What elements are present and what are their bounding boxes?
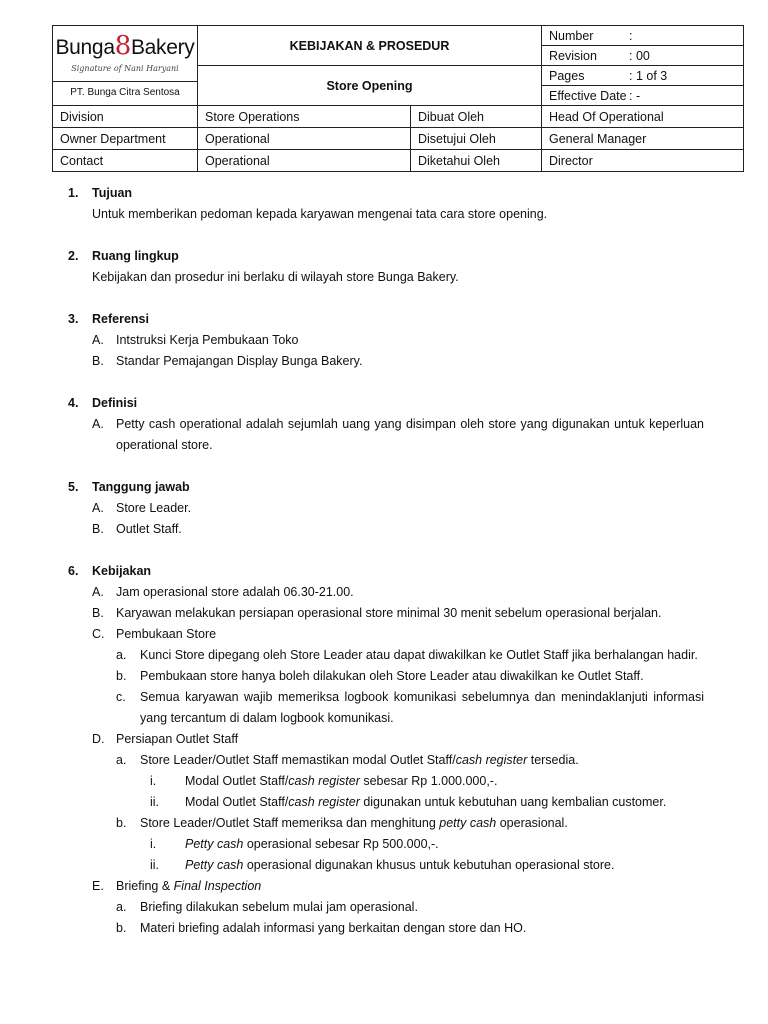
row-value: General Manager: [542, 128, 744, 150]
meta-effective-date: Effective Date : -: [542, 86, 744, 106]
list-item: C. Pembukaan Store: [92, 627, 217, 641]
section-heading: Tujuan: [92, 186, 133, 200]
section-referensi: [68, 309, 704, 372]
list-item: A. Store Leader.: [92, 501, 192, 515]
sub-item: a. Briefing dilakukan sebelum mulai jam operasional.: [116, 900, 418, 914]
meta-revision: Revision : 00: [542, 46, 744, 66]
section-text: Kebijakan dan prosedur ini berlaku di wilayah store Bunga Bakery.: [92, 270, 459, 284]
sub-item: b. Pembukaan store hanya boleh dilakukan oleh Store Leader atau diwakilkan ke Outlet Staff.: [116, 669, 644, 683]
brand-logo: Bunga8Bakery: [55, 31, 195, 61]
section-heading: Ruang lingkup: [92, 249, 179, 263]
list-item: A. Jam operasional store adalah 06.30-21.00.: [92, 585, 354, 599]
doc-type-title: KEBIJAKAN & PROSEDUR: [198, 26, 542, 66]
section-number: 1.: [68, 186, 79, 200]
header-row: [53, 150, 744, 172]
section-text: Untuk memberikan pedoman kepada karyawan mengenai tata cara store opening.: [92, 207, 548, 221]
list-item: B. Outlet Staff.: [92, 522, 182, 536]
row-value: Operational: [198, 128, 411, 150]
meta-pages: Pages : 1 of 3: [542, 66, 744, 86]
section-number: 4.: [68, 396, 79, 410]
section-number: 5.: [68, 480, 79, 494]
section-kebijakan: [68, 561, 704, 939]
sub-item: a. Store Leader/Outlet Staff memastikan modal Outlet Staff/cash register tersedia.: [116, 753, 579, 767]
section-number: 2.: [68, 249, 79, 263]
sub-sub-item: ii. Petty cash operasional digunakan khusus untuk kebutuhan operasional store.: [150, 858, 615, 872]
list-item: A. Intstruksi Kerja Pembukaan Toko: [92, 333, 299, 347]
section-heading: Kebijakan: [92, 564, 152, 578]
meta-number: Number :: [542, 26, 744, 46]
document-header-table: [52, 25, 744, 172]
section-number: 3.: [68, 312, 79, 326]
row-value: Director: [542, 150, 744, 172]
row-label: Dibuat Oleh: [411, 106, 542, 128]
sub-item: a. Kunci Store dipegang oleh Store Leader atau dapat diwakilkan ke Outlet Staff jika berhalangan hadir.: [116, 648, 698, 662]
row-label: Contact: [53, 150, 198, 172]
header-row: [53, 128, 744, 150]
section-tujuan: [68, 183, 704, 225]
header-row: [53, 106, 744, 128]
row-value: Head Of Operational: [542, 106, 744, 128]
row-value: Store Operations: [198, 106, 411, 128]
sub-sub-item: i. Modal Outlet Staff/cash register sebesar Rp 1.000.000,-.: [150, 774, 498, 788]
section-heading: Referensi: [92, 312, 149, 326]
row-value: Operational: [198, 150, 411, 172]
list-item: B. Standar Pemajangan Display Bunga Bakery.: [92, 354, 363, 368]
row-label: Division: [53, 106, 198, 128]
section-heading: Definisi: [92, 396, 138, 410]
list-item: A. Petty cash operational adalah sejumlah uang yang disimpan oleh store yang digunakan untuk keperluan operational store.: [92, 417, 704, 452]
sub-sub-item: i. Petty cash operasional sebesar Rp 500.000,-.: [150, 837, 439, 851]
list-item: B. Karyawan melakukan persiapan operasional store minimal 30 menit sebelum operasional berjalan.: [92, 606, 662, 620]
sub-item: b. Materi briefing adalah informasi yang berkaitan dengan store dan HO.: [116, 921, 527, 935]
document-body: [68, 183, 704, 960]
logo-cell: [53, 26, 198, 106]
section-heading: Tanggung jawab: [92, 480, 190, 494]
row-label: Owner Department: [53, 128, 198, 150]
sub-item: c. Semua karyawan wajib memeriksa logbook komunikasi sebelumnya dan menindaklanjuti informasi yang tercantum di dalam logbook komunikasi.: [116, 690, 704, 725]
signature: Signature of Nani Haryani: [71, 64, 179, 73]
row-label: Disetujui Oleh: [411, 128, 542, 150]
section-tanggung-jawab: [68, 477, 704, 540]
section-number: 6.: [68, 564, 79, 578]
list-item: D. Persiapan Outlet Staff: [92, 732, 239, 746]
list-item: E. Briefing & Final Inspection: [92, 879, 262, 893]
sub-sub-item: ii. Modal Outlet Staff/cash register digunakan untuk kebutuhan uang kembalian customer.: [150, 795, 667, 809]
section-ruang-lingkup: [68, 246, 704, 288]
section-definisi: [68, 393, 704, 456]
row-label: Diketahui Oleh: [411, 150, 542, 172]
company-name: PT. Bunga Citra Sentosa: [70, 87, 180, 98]
doc-title: Store Opening: [198, 66, 542, 106]
sub-item: b. Store Leader/Outlet Staff memeriksa dan menghitung petty cash operasional.: [116, 816, 568, 830]
